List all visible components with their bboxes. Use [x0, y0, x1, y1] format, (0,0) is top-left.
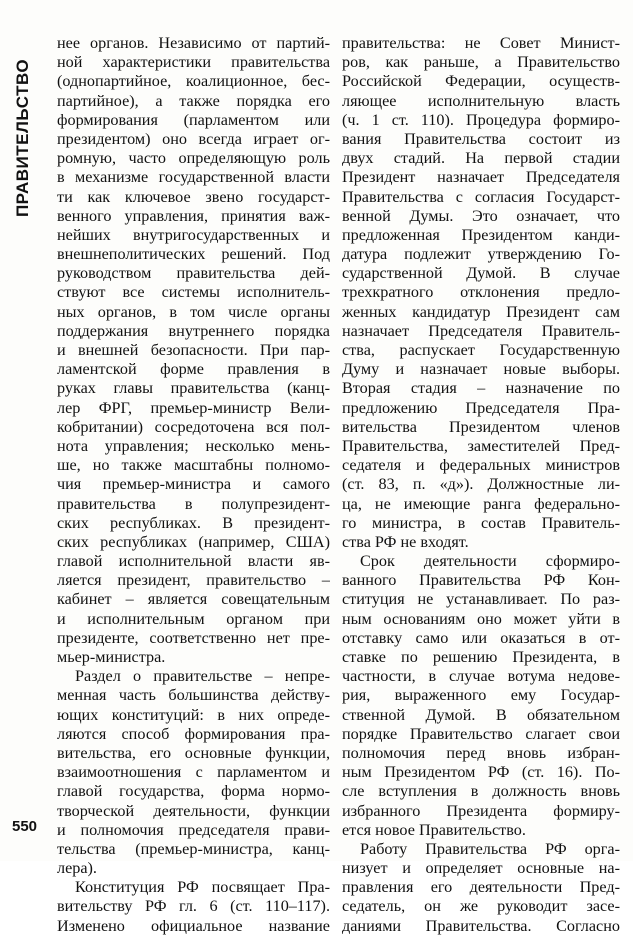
text-line: ствуют все системы исполнитель-	[57, 283, 330, 302]
text-line: даниями Правительства. Согласно	[342, 916, 620, 935]
text-line: менная часть большинства действу-	[57, 686, 330, 705]
text-line: ства, распускает Государственную	[342, 341, 620, 359]
text-line: ется новое Правительство.	[342, 820, 526, 839]
text-line: ституция не устанавливает. По раз-	[342, 590, 620, 609]
text-line: мьер-министра.	[57, 648, 166, 666]
text-line: правительства: не Совет Минист-	[342, 34, 620, 52]
text-line: ламентской форме правления в	[57, 360, 330, 379]
text-line: лер ФРГ, премьер-министр Вели-	[57, 398, 330, 417]
text-line: ров, как раньше, а Правительство	[342, 53, 620, 72]
text-line: (ч. 1 ст. 110). Процедура формиро-	[342, 110, 620, 129]
text-line: Президент назначает Председателя	[342, 168, 620, 187]
text-line: формирования (парламентом или	[57, 110, 330, 129]
text-line: ляется президент, правительство –	[57, 571, 330, 590]
running-head-text: ПРАВИТЕЛЬСТВО	[13, 58, 33, 217]
text-line: ромную, часто определяющую роль	[57, 149, 330, 168]
text-line: ляющее исполнительную власть	[342, 91, 620, 110]
text-line: сле вступления в должность вновь	[342, 782, 620, 801]
text-line: кобритании) сосредоточена вся пол-	[57, 417, 330, 436]
text-line: лера).	[57, 859, 97, 878]
text-line: руководством правительства дей-	[57, 264, 330, 283]
text-line: Раздел о правительстве – непре-	[75, 667, 330, 686]
text-line: вительства, его основные функции,	[57, 743, 330, 762]
text-line: Работу Правительства РФ орга-	[360, 839, 620, 858]
text-line: нота управления; несколько мень-	[57, 436, 330, 455]
text-line: Думу и назначает новые выборы.	[342, 360, 620, 379]
text-line: Правительства, заместителей Пред-	[342, 436, 620, 455]
text-line: трехкратного отклонения предло-	[342, 283, 620, 302]
text-line: Правительства с согласия Государст-	[342, 187, 620, 206]
text-line: и исполнительным органом при	[57, 609, 330, 628]
text-line: творческой деятельности, функции	[57, 801, 330, 820]
text-line: го министра, в состав Правитель-	[342, 513, 620, 532]
text-line: тельства (премьер-министра, канц-	[57, 839, 330, 858]
text-line: рия, выраженного ему Государ-	[342, 686, 620, 705]
text-line: чия премьер-министра и самого	[57, 475, 330, 494]
text-line: частности, в случае вотума недове-	[342, 667, 620, 686]
text-line: ских республиках. В президент-	[57, 513, 330, 532]
text-line: ставке по решению Президента, в	[342, 648, 620, 666]
text-line: венной Думы. Это означает, что	[342, 206, 620, 225]
text-line: и полномочия председателя прави-	[57, 820, 330, 839]
text-line: кабинет – является совещательным	[57, 590, 330, 609]
text-line: вительства Президентом членов	[342, 417, 620, 436]
text-line: партийное), а также порядка его	[57, 91, 330, 110]
text-line: Изменено официальное название	[57, 916, 330, 935]
right-text-column	[342, 34, 620, 935]
text-line: женных кандидатур Президент сам	[342, 302, 620, 321]
text-line: ше, но также масштабны полномо-	[57, 456, 330, 475]
text-line: предложенная Президентом канди-	[342, 225, 620, 244]
text-line: ванного Правительства РФ Кон-	[342, 571, 620, 590]
text-line: порядке Правительство слагает свои	[342, 724, 620, 743]
text-line: президенте, соответственно нет пре-	[57, 628, 330, 647]
text-line: Российской Федерации, осуществ-	[342, 72, 620, 91]
text-line: ной характеристики правительства	[57, 53, 330, 72]
text-line: главой исполнительной власти яв-	[57, 552, 330, 571]
text-line: в механизме государственной власти	[57, 168, 330, 187]
text-line: Конституция РФ посвящает Пра-	[75, 878, 330, 897]
text-line: руках главы правительства (канц-	[57, 379, 330, 398]
text-line: ным основаниям оно может уйти в	[342, 609, 620, 628]
text-line: ственной Думой. В обязательном	[342, 705, 620, 724]
page-number: 550	[12, 818, 38, 835]
text-line: ных органов, в том числе органы	[57, 302, 330, 321]
text-line: правительства в полупрезидент-	[57, 494, 330, 513]
text-line: датура подлежит утверждению Го-	[342, 245, 620, 264]
text-line: двух стадий. На первой стадии	[342, 149, 620, 168]
text-line: вительству РФ гл. 6 (ст. 110–117).	[57, 897, 330, 916]
text-line: седатель, он же руководит засе-	[342, 897, 620, 916]
text-line: низует и определяет основные на-	[342, 859, 620, 878]
text-line: правления его деятельности Пред-	[342, 878, 620, 897]
text-line: предложению Председателя Пра-	[342, 398, 620, 417]
text-line: Срок деятельности сформиро-	[360, 552, 620, 571]
text-line: взаимоотношения с парламентом и	[57, 763, 330, 782]
text-line: сударственной Думой. В случае	[342, 264, 620, 283]
text-line: ства РФ не входят.	[342, 532, 469, 551]
text-line: избранного Президента формиру-	[342, 801, 620, 820]
text-line: (ст. 83, п. «д»). Должностные ли-	[342, 475, 620, 494]
text-line: ти как ключевое звено государст-	[57, 187, 330, 206]
text-line: и внешней безопасности. При пар-	[57, 341, 330, 359]
text-line: ца, не имеющие ранга федерально-	[342, 494, 620, 513]
text-line: ляются способ формирования пра-	[57, 724, 330, 743]
text-line: полномочия перед вновь избран-	[342, 743, 620, 762]
text-line: отставку само или оказаться в от-	[342, 628, 620, 647]
text-line: президентом) оно всегда играет ог-	[57, 129, 330, 148]
text-line: вания Правительства состоит из	[342, 129, 620, 148]
text-line: поддержания внутреннего порядка	[57, 321, 330, 340]
text-line: ских республиках (например, США)	[57, 532, 330, 551]
text-line: ным Президентом РФ (ст. 16). По-	[342, 763, 620, 782]
text-line: седателя и федеральных министров	[342, 456, 620, 475]
text-line: внешнеполитических решений. Под	[57, 245, 330, 264]
running-head	[8, 30, 38, 245]
text-line: ющих конституций: в них опреде-	[57, 705, 330, 724]
text-line: венного управления, принятия важ-	[57, 206, 330, 225]
left-text-column	[57, 34, 330, 935]
text-line: (однопартийное, коалиционное, бес-	[57, 72, 330, 91]
text-line: главой государства, форма нормо-	[57, 782, 330, 801]
text-line: нее органов. Независимо от партий-	[57, 34, 330, 52]
text-line: нейших внутригосударственных и	[57, 225, 330, 244]
text-line: назначает Председателя Правитель-	[342, 321, 620, 340]
text-line: Вторая стадия – назначение по	[342, 379, 620, 398]
